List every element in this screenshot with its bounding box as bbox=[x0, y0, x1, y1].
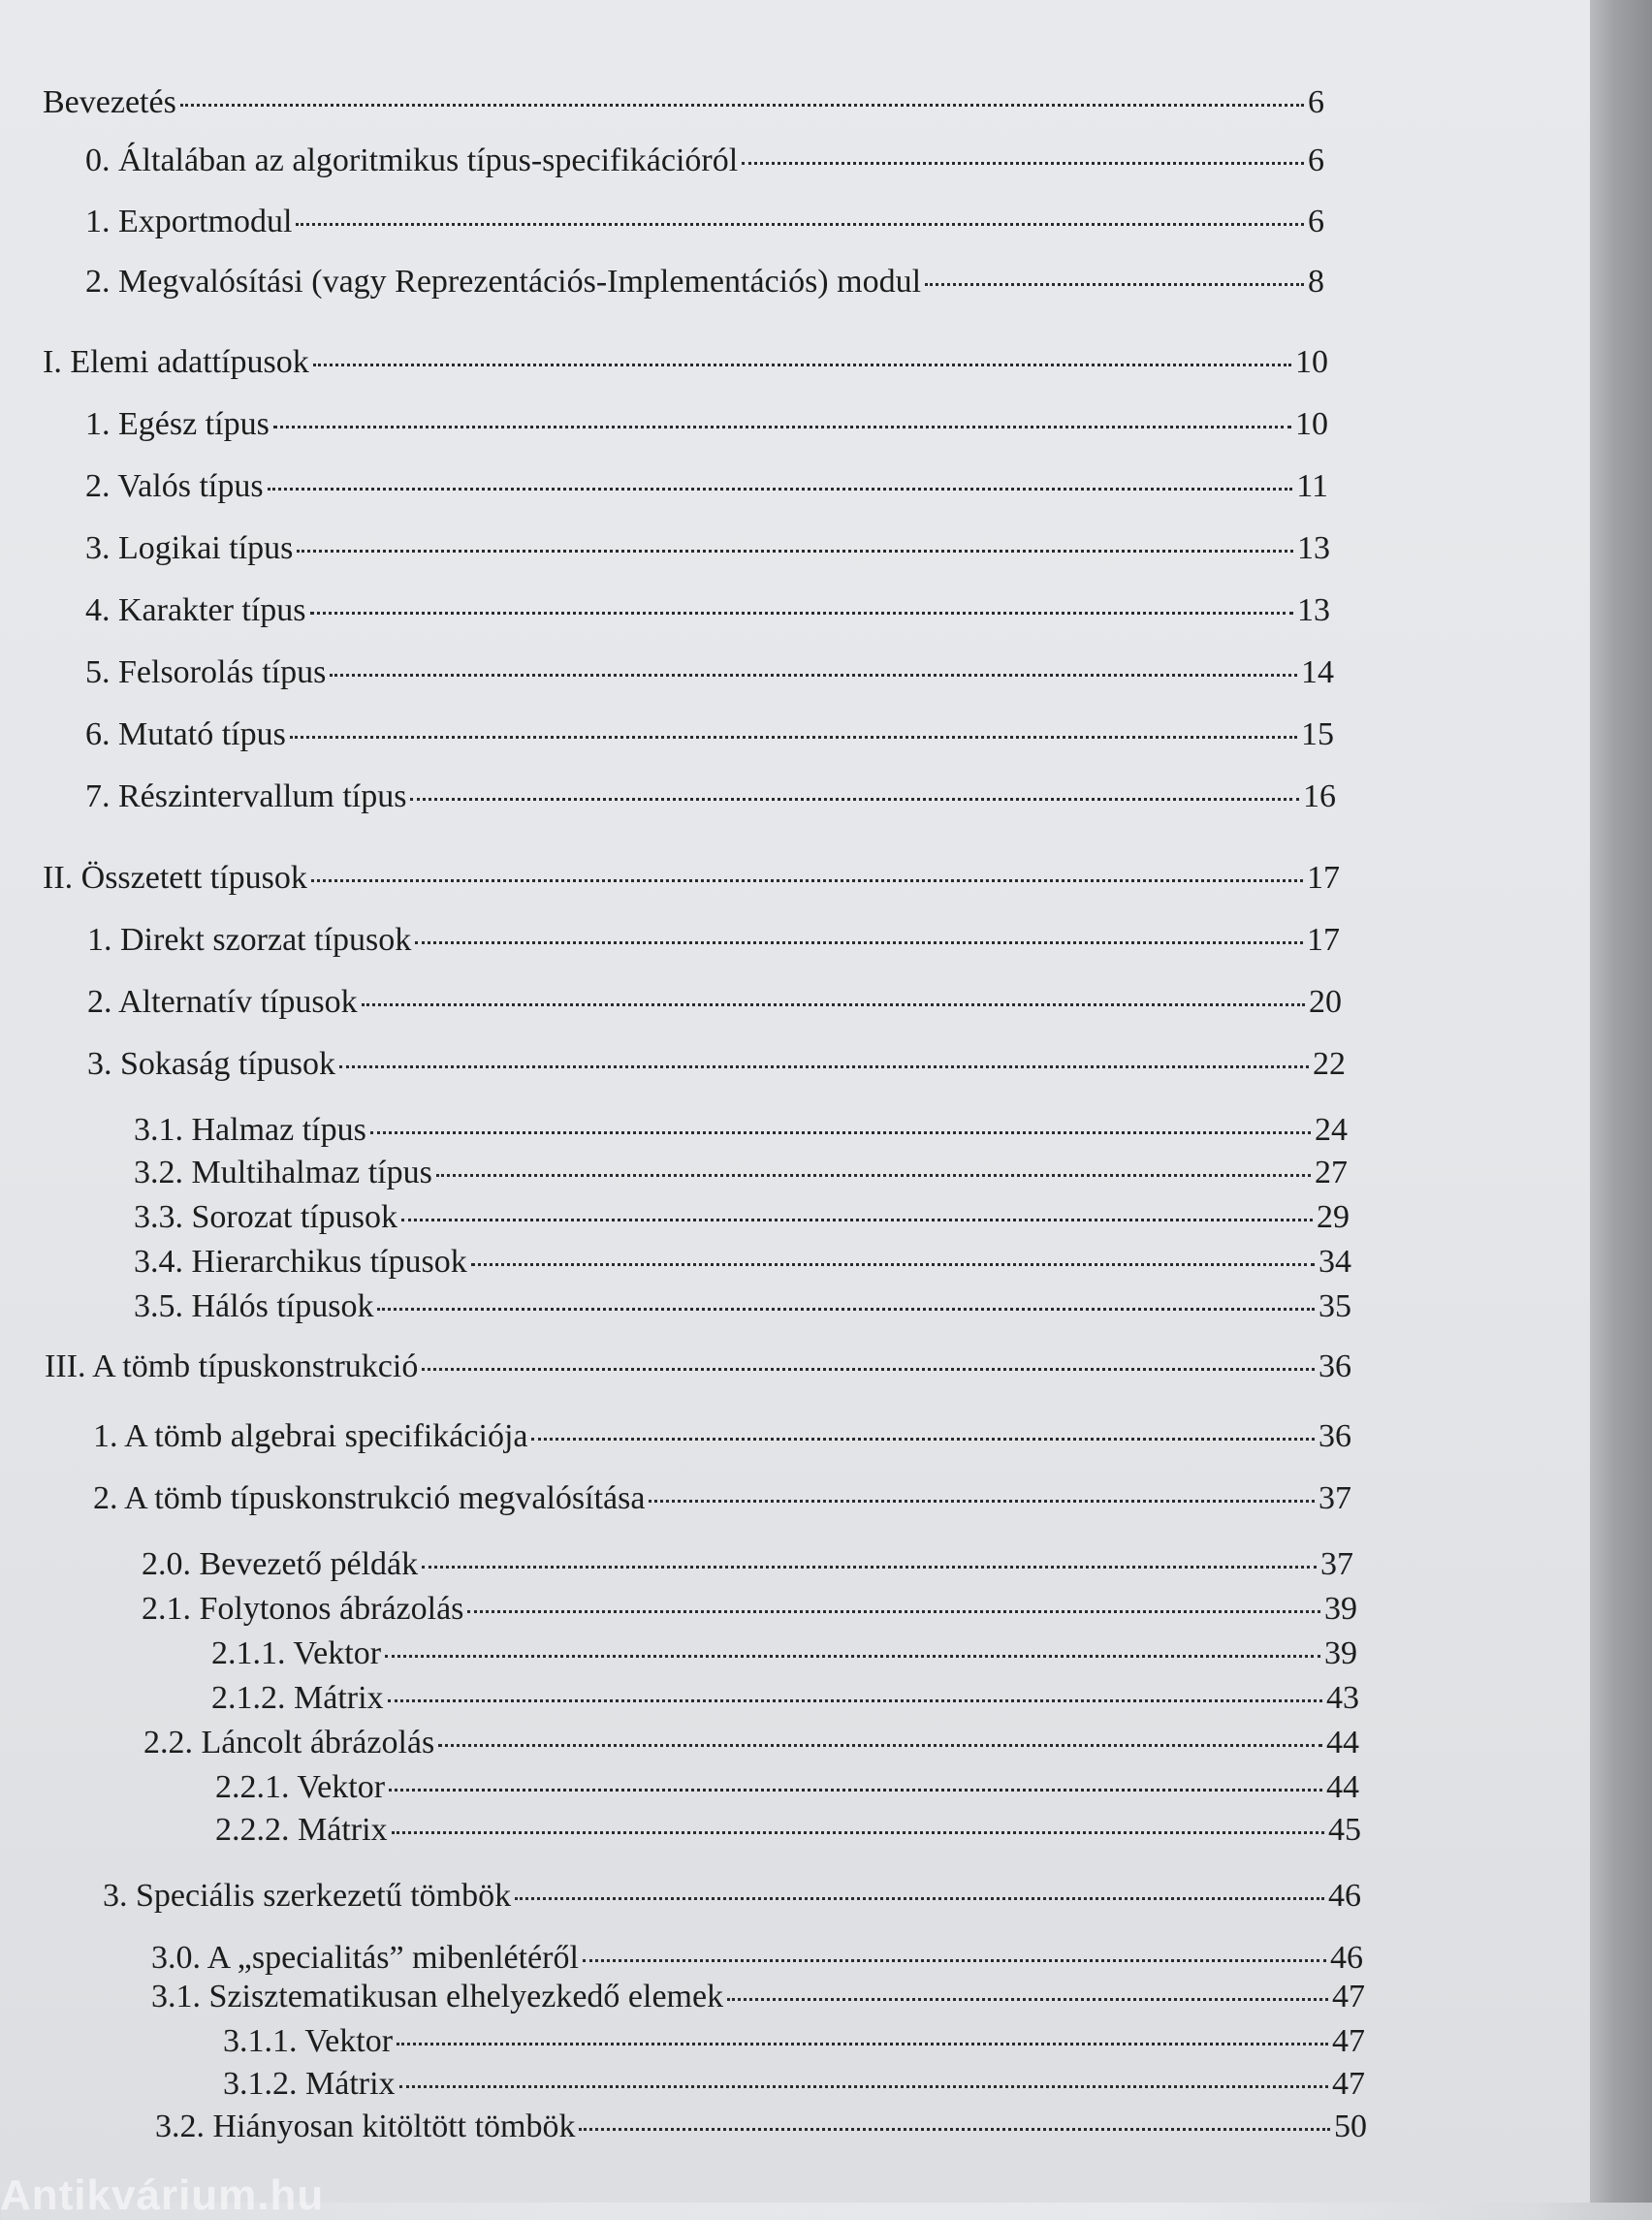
toc-entry bbox=[134, 1243, 1351, 1282]
toc-entry-page: 46 bbox=[1330, 1940, 1363, 1976]
dot-leader bbox=[392, 1831, 1324, 1834]
dot-leader bbox=[385, 1655, 1320, 1658]
toc-entry-title: 2.1.2. Mátrix bbox=[211, 1680, 384, 1716]
toc-entry-title: 3.3. Sorozat típusok bbox=[134, 1199, 397, 1235]
toc-entry-page: 10 bbox=[1295, 406, 1328, 442]
dot-leader bbox=[370, 1131, 1311, 1134]
toc-entry-title: 1. Exportmodul bbox=[85, 204, 293, 239]
toc-entry-title: 3.1.1. Vektor bbox=[223, 2023, 394, 2059]
toc-entry-page: 20 bbox=[1309, 984, 1342, 1020]
dot-leader bbox=[313, 364, 1291, 366]
toc-entry-page: 13 bbox=[1297, 530, 1330, 566]
toc-entry-page: 37 bbox=[1318, 1480, 1351, 1516]
toc-entry-title: 1. Egész típus bbox=[85, 406, 270, 442]
toc-entry bbox=[85, 467, 1328, 506]
dot-leader bbox=[579, 2128, 1330, 2131]
toc-entry-page: 13 bbox=[1297, 592, 1330, 628]
toc-entry-title: 1. Direkt szorzat típusok bbox=[87, 922, 412, 958]
toc-entry-title: Bevezetés bbox=[43, 84, 176, 120]
toc-entry-title: II. Összetett típusok bbox=[43, 860, 307, 896]
toc-entry-title: 3.2. Multihalmaz típus bbox=[134, 1155, 432, 1190]
dot-leader bbox=[410, 798, 1299, 801]
toc-entry-page: 45 bbox=[1328, 1812, 1361, 1848]
toc-entry bbox=[85, 263, 1324, 301]
toc-entry-title: 2. Alternatív típusok bbox=[87, 984, 358, 1020]
toc-entry-page: 6 bbox=[1308, 84, 1324, 120]
toc-entry bbox=[223, 2065, 1365, 2104]
toc-entry-page: 46 bbox=[1328, 1878, 1361, 1914]
toc-entry-page: 17 bbox=[1307, 922, 1340, 958]
toc-entry-page: 50 bbox=[1334, 2109, 1367, 2144]
toc-entry bbox=[85, 591, 1330, 630]
dot-leader bbox=[438, 1744, 1322, 1747]
toc-entry bbox=[103, 1877, 1361, 1916]
toc-entry bbox=[142, 1545, 1353, 1584]
dot-leader bbox=[399, 2085, 1328, 2088]
toc-entry-title: 3.0. A „specialitás” mibenlétéről bbox=[151, 1940, 579, 1976]
toc-entry bbox=[85, 529, 1330, 568]
toc-entry-page: 27 bbox=[1315, 1155, 1348, 1190]
toc-entry-title: 3.5. Hálós típusok bbox=[134, 1288, 374, 1324]
dot-leader bbox=[389, 1789, 1322, 1792]
toc-entry-title: 2. Valós típus bbox=[85, 468, 264, 504]
toc-entry-page: 44 bbox=[1326, 1769, 1359, 1805]
toc-entry-title: 7. Részintervallum típus bbox=[85, 778, 407, 814]
toc-entry-page: 36 bbox=[1318, 1418, 1351, 1454]
toc-entry bbox=[43, 859, 1340, 898]
dot-leader bbox=[268, 488, 1293, 491]
toc-entry-page: 35 bbox=[1318, 1288, 1351, 1324]
dot-leader bbox=[273, 426, 1291, 428]
toc-entry-title: 2.0. Bevezető példák bbox=[142, 1546, 419, 1582]
dot-leader bbox=[925, 283, 1304, 286]
toc-entry-title: 4. Karakter típus bbox=[85, 592, 306, 628]
toc-entry bbox=[142, 1590, 1357, 1629]
toc-entry bbox=[85, 777, 1336, 816]
toc-entry-page: 17 bbox=[1307, 860, 1340, 896]
toc-entry bbox=[143, 1724, 1359, 1762]
toc-entry-page: 47 bbox=[1332, 2023, 1365, 2059]
toc-entry bbox=[151, 1939, 1363, 1978]
dot-leader bbox=[422, 1566, 1317, 1569]
dot-leader bbox=[471, 1263, 1315, 1266]
toc-entry-page: 36 bbox=[1318, 1348, 1351, 1384]
toc-entry bbox=[151, 1978, 1365, 2016]
dot-leader bbox=[742, 162, 1304, 165]
toc-entry-title: 2.2.2. Mátrix bbox=[215, 1812, 388, 1848]
toc-entry-title: 2.1.1. Vektor bbox=[211, 1635, 382, 1671]
toc-entry-title: 3. Speciális szerkezetű tömbök bbox=[103, 1878, 512, 1914]
toc-entry-page: 8 bbox=[1308, 264, 1324, 300]
toc-entry-title: 6. Mutató típus bbox=[85, 716, 286, 752]
toc-entry bbox=[87, 921, 1340, 960]
toc-entry bbox=[134, 1287, 1351, 1326]
toc-entry-page: 39 bbox=[1324, 1591, 1357, 1627]
toc-entry-title: 2.2.1. Vektor bbox=[215, 1769, 386, 1805]
dot-leader bbox=[377, 1308, 1315, 1311]
toc-entry bbox=[43, 83, 1324, 122]
dot-leader bbox=[297, 550, 1293, 553]
toc-entry bbox=[211, 1634, 1357, 1673]
toc-entry bbox=[211, 1679, 1359, 1718]
dot-leader bbox=[388, 1699, 1322, 1702]
toc-entry-page: 22 bbox=[1313, 1046, 1346, 1082]
dot-leader bbox=[436, 1174, 1311, 1177]
toc-entry-page: 44 bbox=[1326, 1725, 1359, 1760]
dot-leader bbox=[467, 1610, 1320, 1613]
toc-entry bbox=[87, 983, 1342, 1022]
toc-entry-title: 3. Sokaság típusok bbox=[87, 1046, 335, 1082]
toc-entry-title: I. Elemi adattípusok bbox=[43, 344, 309, 380]
toc-entry-title: 5. Felsorolás típus bbox=[85, 654, 327, 690]
dot-leader bbox=[330, 674, 1297, 677]
dot-leader bbox=[415, 941, 1303, 944]
toc-entry-title: 0. Általában az algoritmikus típus-specifikációról bbox=[85, 143, 739, 178]
toc-entry bbox=[215, 1811, 1361, 1850]
toc-entry-page: 6 bbox=[1308, 204, 1324, 239]
toc-entry-title: 3.1.2. Mátrix bbox=[223, 2066, 396, 2102]
toc-entry-page: 6 bbox=[1308, 143, 1324, 178]
toc-entry bbox=[43, 343, 1328, 382]
toc-entry bbox=[45, 1348, 1351, 1386]
toc-entry-title: 2.2. Láncolt ábrázolás bbox=[143, 1725, 435, 1760]
toc-entry-title: III. A tömb típuskonstrukció bbox=[45, 1348, 419, 1384]
dot-leader bbox=[310, 612, 1293, 615]
dot-leader bbox=[583, 1959, 1326, 1962]
dot-leader bbox=[531, 1438, 1315, 1441]
toc-entry-title: 3.1. Szisztematikusan elhelyezkedő elemek bbox=[151, 1979, 724, 2014]
toc-entry-page: 37 bbox=[1320, 1546, 1353, 1582]
toc-entry-page: 15 bbox=[1301, 716, 1334, 752]
toc-entry-page: 39 bbox=[1324, 1635, 1357, 1671]
toc-entry-title: 3.4. Hierarchikus típusok bbox=[134, 1244, 467, 1280]
toc-entry bbox=[87, 1045, 1346, 1084]
toc-entry bbox=[93, 1417, 1351, 1456]
dot-leader bbox=[401, 1219, 1313, 1221]
toc-entry-title: 3.2. Hiányosan kitöltött tömbök bbox=[155, 2109, 576, 2144]
toc-entry-page: 11 bbox=[1296, 468, 1328, 504]
watermark: Antikvárium.hu bbox=[0, 2172, 325, 2219]
dot-leader bbox=[515, 1897, 1324, 1900]
toc-entry bbox=[134, 1111, 1348, 1150]
dot-leader bbox=[311, 879, 1303, 882]
toc-entry-page: 10 bbox=[1295, 344, 1328, 380]
toc-entry bbox=[85, 405, 1328, 444]
toc-entry bbox=[85, 142, 1324, 180]
toc-entry-page: 16 bbox=[1303, 778, 1336, 814]
toc-entry bbox=[93, 1479, 1351, 1518]
dot-leader bbox=[649, 1500, 1315, 1503]
toc-entry-title: 3.1. Halmaz típus bbox=[134, 1112, 366, 1148]
toc-entry-title: 2. A tömb típuskonstrukció megvalósítása bbox=[93, 1480, 646, 1516]
dot-leader bbox=[339, 1065, 1309, 1068]
toc-entry bbox=[85, 203, 1324, 241]
toc-entry bbox=[134, 1154, 1348, 1192]
toc-entry-title: 1. A tömb algebrai specifikációja bbox=[93, 1418, 528, 1454]
dot-leader bbox=[397, 2043, 1328, 2046]
dot-leader bbox=[422, 1368, 1315, 1371]
toc-entry-title: 2.1. Folytonos ábrázolás bbox=[142, 1591, 464, 1627]
dot-leader bbox=[296, 223, 1304, 226]
toc-entry-page: 47 bbox=[1332, 2066, 1365, 2102]
toc-entry bbox=[85, 653, 1334, 692]
toc-entry bbox=[155, 2108, 1367, 2146]
toc-entry-page: 24 bbox=[1315, 1112, 1348, 1148]
dot-leader bbox=[362, 1003, 1305, 1006]
toc-entry bbox=[85, 715, 1334, 754]
dot-leader bbox=[727, 1998, 1328, 2001]
toc-entry-title: 2. Megvalósítási (vagy Reprezentációs-Implementációs) modul bbox=[85, 264, 922, 300]
toc-entry-page: 43 bbox=[1326, 1680, 1359, 1716]
toc-entry bbox=[223, 2022, 1365, 2061]
toc-entry-page: 29 bbox=[1317, 1199, 1350, 1235]
dot-leader bbox=[180, 104, 1304, 107]
toc-entry-page: 47 bbox=[1332, 1979, 1365, 2014]
toc-entry bbox=[215, 1768, 1359, 1807]
dot-leader bbox=[290, 736, 1297, 739]
toc-entry-page: 34 bbox=[1318, 1244, 1351, 1280]
toc-entry bbox=[134, 1198, 1350, 1237]
toc-entry-page: 14 bbox=[1301, 654, 1334, 690]
toc-entry-title: 3. Logikai típus bbox=[85, 530, 294, 566]
